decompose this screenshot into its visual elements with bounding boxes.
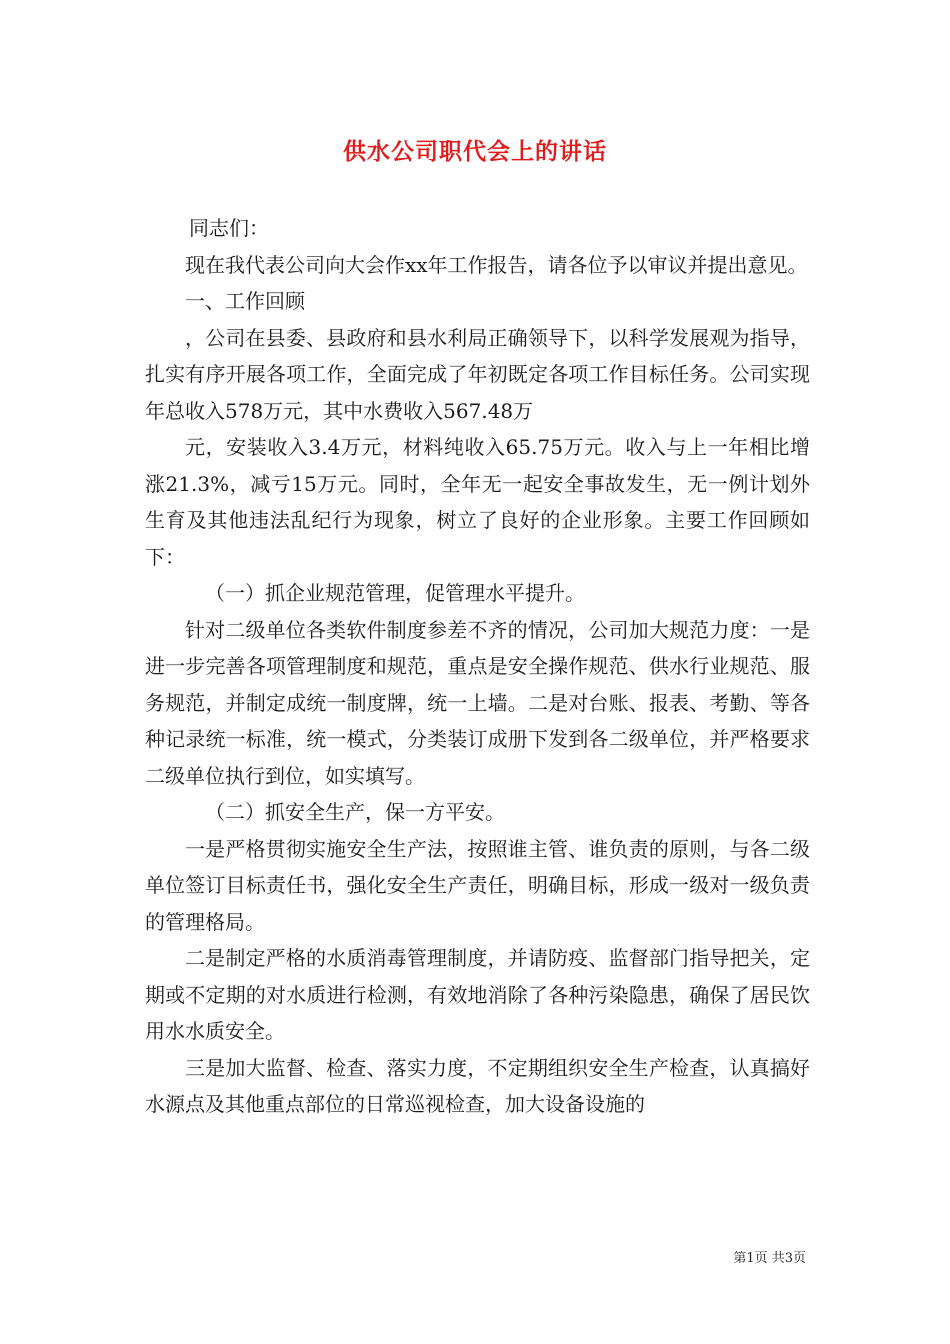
salutation-paragraph: 同志们： (189, 216, 269, 240)
section-heading: 一、工作回顾 (185, 289, 305, 313)
body-paragraph: 针对二级单位各类软件制度参差不齐的情况，公司加大规范力度：一是进一步完善各项管理制度和规范，重点是安全操作规范、供水行业规范、服务规范，并制定成统一制度牌，统一上墙。二是对台账、报表、考勤、等各种记录统一标准，统一模式，分类装订成册下发到各二级单位，并严格要求二级单位执行到位，如实填写。 (145, 617, 810, 788)
document-body (145, 210, 810, 1123)
document-title: 供水公司职代会上的讲话 (343, 138, 607, 165)
body-paragraph: ，公司在县委、县政府和县水利局正确领导下，以科学发展观为指导，扎实有序开展各项工作，全面完成了年初既定各项工作目标任务。公司实现年总收入578万元，其中水费收入567.48万 (145, 325, 810, 423)
body-paragraph: 三是加大监督、检查、落实力度，不定期组织安全生产检查，认真搞好水源点及其他重点部位的日常巡视检查，加大设备设施的 (145, 1055, 810, 1116)
body-paragraph: 二是制定严格的水质消毒管理制度，并请防疫、监督部门指导把关，定期或不定期的对水质进行检测，有效地消除了各种污染隐患，确保了居民饮用水水质安全。 (145, 946, 810, 1043)
subsection-heading: （一）抓企业规范管理，促管理水平提升。 (205, 581, 585, 605)
page-indicator: 第1页 共3页 (733, 1251, 806, 1266)
body-paragraph: 元，安装收入3.4万元，材料纯收入65.75万元。收入与上一年相比增涨21.3%，减亏15万元。同时，全年无一起安全事故发生，无一例计划外生育及其他违法乱纪行为现象，树立了良好的企业形象。主要工作回顾如下： (145, 435, 810, 569)
intro-paragraph: 现在我代表公司向大会作xx年工作报告，请各位予以审议并提出意见。 (185, 252, 808, 277)
body-paragraph: 一是严格贯彻实施安全生产法，按照谁主管、谁负责的原则，与各二级单位签订目标责任书，强化安全生产责任，明确目标，形成一级对一级负责的管理格局。 (145, 836, 810, 934)
subsection-heading: （二）抓安全生产，保一方平安。 (205, 800, 505, 824)
